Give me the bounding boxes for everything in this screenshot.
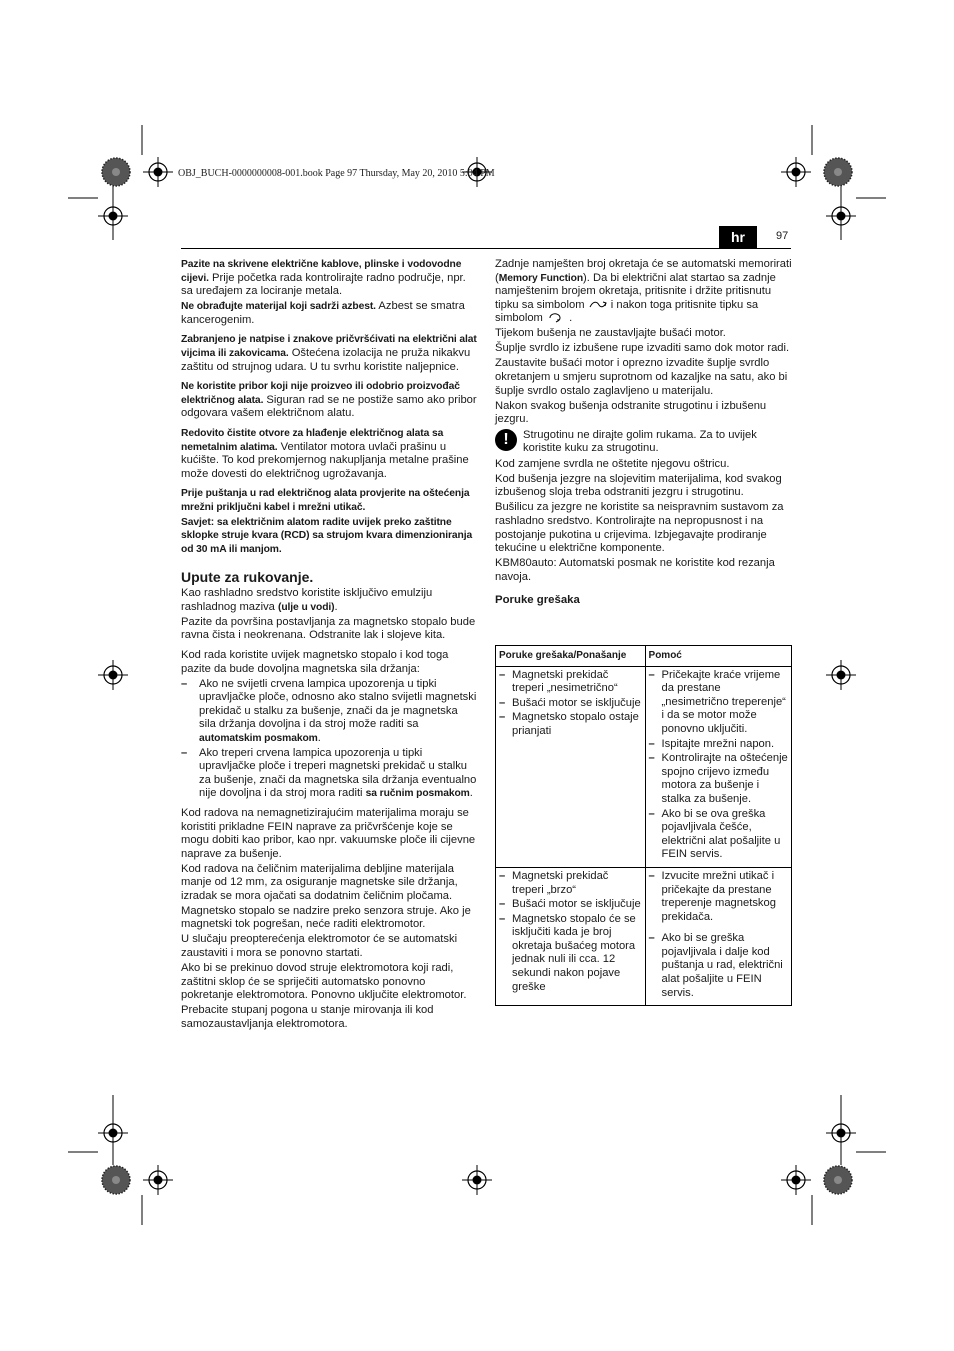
list-item: – Kontrolirajte na oštećenje spojno crijevo između motora za bušenje i stalka za bušenje.: [649, 752, 788, 806]
paragraph: Savjet: sa električnim alatom radite uvijek preko zaštitne sklopke struje kvara (RCD) sa strujom kvara dimenzioniranja od 30 mA ili manjom.: [181, 516, 473, 556]
bullet-list: [181, 678, 477, 801]
paragraph: Kod radova na čeličnim materijalima debljine materijala manje od 12 mm, za osiguranje magnetske sile držanja, izradak se mora ojačati sa dodatnim čeličnim pločama.: [181, 862, 458, 902]
paragraph: Kod radova na nemagnetizirajućim materijalima moraju se koristiti prikladne FEIN naprave za pričvršćenje koje se mogu dobiti kao pribor, kao npr. vakuumske ploče ili cijevne naprave za bušenje.: [181, 806, 476, 860]
fault-table: [495, 645, 792, 1006]
table-cell: [496, 666, 646, 867]
column-header: Pomoć: [645, 646, 791, 667]
list-item: – Ako bi se ova greška pojavljivala češće, električni alat pošaljite u FEIN servis.: [649, 808, 788, 862]
file-info: OBJ_BUCH-0000000008-001.book Page 97 Thursday, May 20, 2010 5:04 PM: [178, 168, 495, 179]
paragraph: Prije puštanja u rad električnog alata provjerite na oštećenja mrežni priključni kabel i mrežni utikač.: [181, 488, 470, 513]
table-cell: [645, 867, 791, 1005]
list-item: – Pričekajte kraće vrijeme da prestane „nesimetrično treperenje“ i da se motor može ponovno uključiti.: [649, 669, 788, 737]
paragraph: Kao rashladno sredstvo koristite isključivo emulziju rashladnog maziva (ulje u vodi).: [181, 587, 433, 613]
paragraph: Kod zamjene svrdla ne oštetite njegovu oštricu.: [495, 457, 730, 470]
language-tab: hr: [719, 226, 757, 248]
paragraph: KBM80auto: Automatski posmak ne koristite kod rezanja navoja.: [495, 557, 775, 583]
list-item: – Izvucite mrežni utikač i pričekajte da prestane treperenje magnetskog prekidača.: [649, 870, 788, 924]
paragraph: Bušilicu za jezgre ne koristite sa neispravnim sustavom za rashladno sredstvo. Kontrolirajte na nepropusnost i na postojanje pukotina u crijevima. Izbjegavajte prodiranje tekućine u električne komponente.: [495, 501, 784, 555]
memory-symbol-icon: [588, 299, 608, 310]
table-header-row: [496, 646, 792, 667]
paragraph: Nakon svakog bušenja odstranite strugotinu i izbušenu jezgru.: [495, 399, 767, 426]
paragraph: Kod bušenja jezgre na slojevitim materijalima, kod svakog izbušenog sloja treba odstraniti jezgru i strugotinu.: [495, 472, 782, 499]
paragraph: Magnetsko stopalo se nadzire preko senzora struje. Ako je magnetski tok pogrešan, neće raditi elektromotor.: [181, 904, 471, 931]
header-rule: [181, 248, 791, 249]
paragraph: Zaustavite bušaći motor i oprezno izvadite šuplje svrdlo okretanjem u smjeru suprotnom od kazaljke na satu, ako bi šuplje svrdlo ostalo zaglavljeno u materijalu.: [495, 357, 788, 397]
faults-title: Poruke grešaka: [495, 594, 580, 607]
list-item: – Magnetsko stopalo će se isključiti kada je broj okretaja bušaćeg motora jednak nuli ili cca. 12 sekundi nakon pojave greške: [499, 913, 642, 995]
paragraph: Pazite na skrivene električne kablove, plinske i vodovodne cijevi. Prije početka rada kontrolirajte radno područje, npr. sa uređajem za lociranje metala.: [181, 259, 466, 298]
page-number: 97: [776, 230, 789, 242]
paragraph: Tijekom bušenja ne zaustavljajte bušaći motor.: [495, 327, 726, 340]
paragraph: Zabranjeno je natpise i znakove pričvršćivati na električni alat vijcima ili zakovicama. Oštećena izolacija ne pruža nikakvu zaštitu od strujnog udara. U tu svrhu koristite naljepnice.: [181, 334, 477, 373]
table-row: [496, 666, 792, 867]
list-item: – Magnetsko stopalo ostaje prianjati: [499, 711, 642, 738]
right-column: [495, 258, 792, 618]
paragraph: Kod rada koristite uvijek magnetsko stopalo i kod toga pazite da bude dovoljna magnetska sila držanja:: [181, 649, 449, 675]
paragraph: U slučaju preopterećenja elektromotor će se automatski zaustaviti i mora se ponovno startati.: [181, 933, 458, 960]
column-header: Poruke grešaka/Ponašanje: [496, 646, 646, 667]
paragraph: Šuplje svrdlo iz izbušene rupe izvaditi samo dok motor radi.: [495, 342, 790, 355]
list-item: – Ako ne svijetli crvena lampica upozorenja u tipki upravljačke ploče, odnosno ako stalno svijetli magnetski prekidač u stalku za bušenje, znači da je magnetska sila držanja dovoljna i da stroj može raditi sa automatskim posmakom.: [181, 678, 477, 746]
paragraph: Ne koristite pribor koji nije proizveo ili odobrio proizvođač električnog alata. Siguran rad se ne postiže samo ako pribor odgovara vašem električnom alatu.: [181, 381, 477, 420]
list-item: – Bušaći motor se isključuje: [499, 697, 642, 711]
table-row: [496, 867, 792, 1005]
list-item: – Magnetski prekidač treperi „brzo“: [499, 870, 642, 897]
warning-block: [495, 429, 792, 456]
left-column: [181, 258, 477, 1033]
list-item: – Ako bi se greška pojavljivala i dalje kod puštanja u rad, električni alat pošaljite u FEIN servis.: [649, 932, 788, 1000]
paragraph: Ako bi se prekinuo dovod struje elektromotora koji radi, zaštitni sklop će se spriječiti automatsko ponovno pokretanje elektromotora. Ponovno uključite elektromotor.: [181, 962, 467, 1002]
warning-exclamation-icon: !: [495, 429, 517, 451]
list-item: – Bušaći motor se isključuje: [499, 898, 642, 912]
paragraph: Zadnje namješten broj okretaja će se automatski memorirati (Memory Function). Da bi električni alat startao sa zadnje namještenim brojem okretaja, pritisnite i držite pritisnutu tipku sa simbolom i nakon toga pritisnite tipku sa simbolom .: [495, 258, 792, 325]
table-cell: [496, 867, 646, 1005]
list-item: – Magnetski prekidač treperi „nesimetrično“: [499, 669, 642, 696]
paragraph: Pazite da površina postavljanja za magnetsko stopalo bude ravna čista i neokrenana. Odstranite lak i slojeve kita.: [181, 615, 476, 642]
list-item: – Ispitajte mrežni napon.: [649, 738, 788, 752]
warning-text: Strugotinu ne dirajte golim rukama. Za to uvijek koristite kuku za strugotinu.: [523, 428, 757, 455]
list-item: – Ako treperi crvena lampica upozorenja u tipki upravljačke ploče i treperi magnetski prekidač u stalku za bušenje, znači da magnetska sila držanja eventualno nije dovoljna i da stroj mora raditi sa ručnim posmakom.: [181, 747, 477, 801]
paragraph: Redovito čistite otvore za hlađenje električnog alata sa nemetalnim alatima. Ventilator motora uvlači prašinu u kućište. To kod prekomjernog nakupljanja metalne prašine može dovesti do električnog ugrožavanja.: [181, 427, 469, 480]
start-symbol-icon: [546, 313, 566, 324]
section-title: Upute za rukovanje.: [181, 568, 314, 585]
paragraph: Ne obrađujte materijal koji sadrži azbest. Azbest se smatra kancerogenim.: [181, 300, 465, 326]
table-cell: [645, 666, 791, 867]
paragraph: Prebacite stupanj pogona u stanje mirovanja ili kod samozaustavljanja elektromotora.: [181, 1004, 434, 1030]
